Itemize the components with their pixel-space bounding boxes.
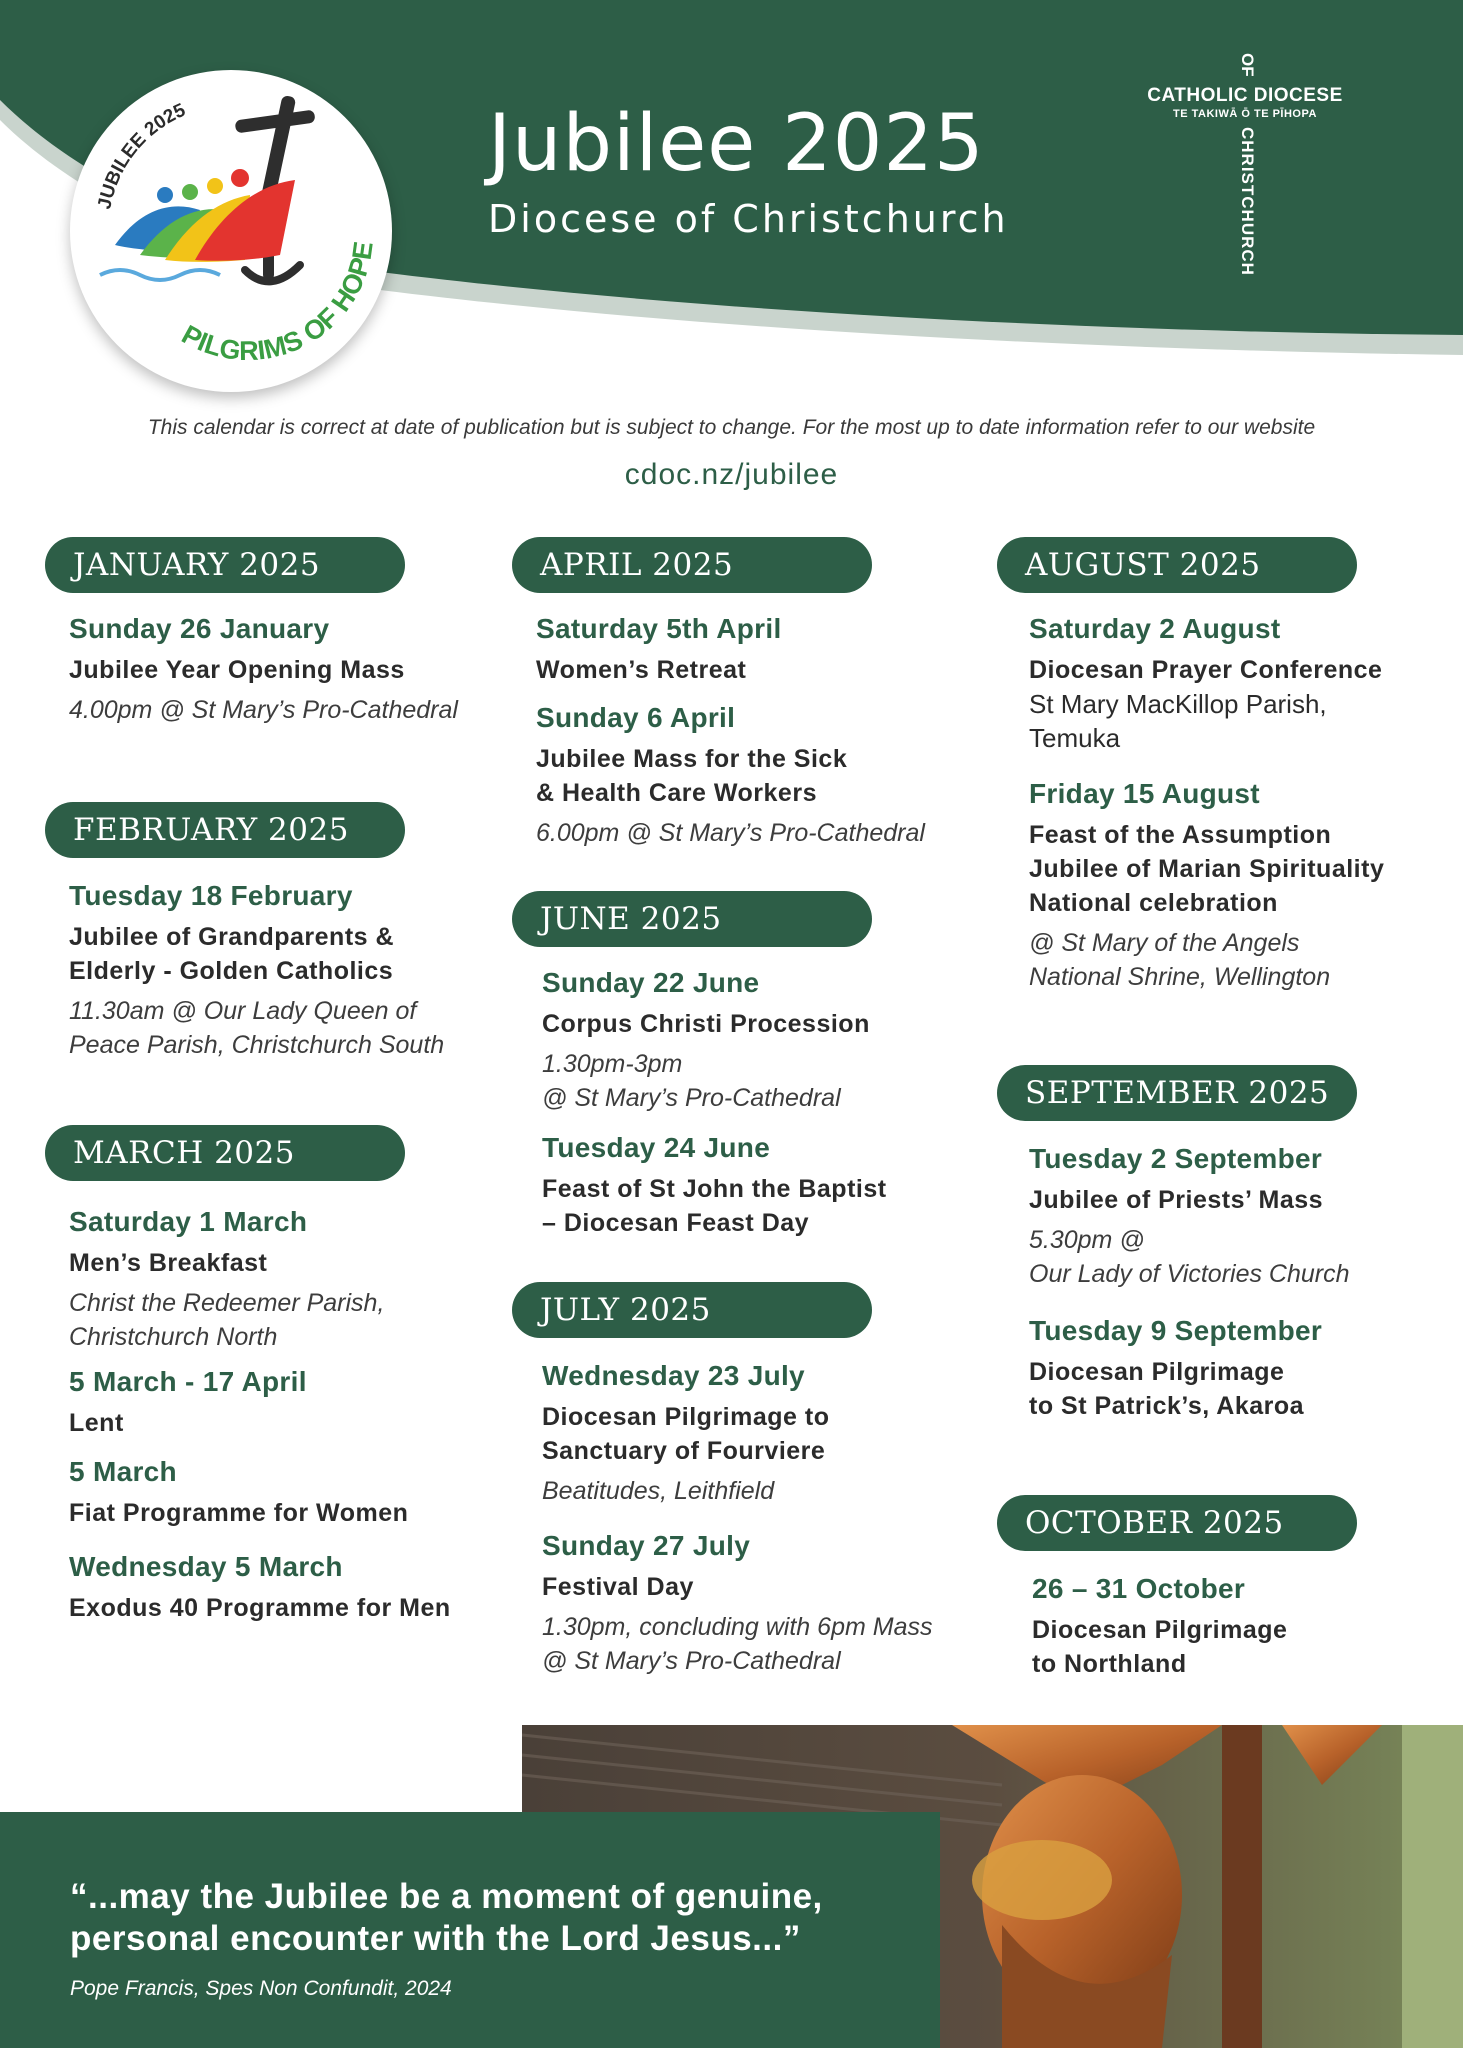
disclaimer: This calendar is correct at date of publication but is subject to change. For the most up to date information refer to our website: [147, 416, 1316, 439]
event-date: Sunday 26 January: [69, 613, 330, 644]
event-detail: 1.30pm, concluding with 6pm Mass @ St Mary’s Pro-Cathedral: [542, 1613, 933, 1675]
event-item: [542, 1529, 982, 1678]
quote-box: [0, 1812, 940, 2048]
event-title: Exodus 40 Programme for Men: [69, 1594, 451, 1622]
event-title: Women’s Retreat: [536, 656, 747, 684]
event-title: Diocesan Prayer Conference: [1029, 656, 1383, 684]
event-location: St Mary MacKillop Parish, Temuka: [1029, 689, 1327, 753]
event-item: [69, 1365, 509, 1440]
month-header-april: APRIL 2025: [512, 537, 872, 593]
event-item: [69, 1550, 509, 1625]
logo-top-text: JUBILEE 2025: [94, 99, 189, 212]
event-detail: 1.30pm-3pm @ St Mary’s Pro-Cathedral: [542, 1050, 841, 1112]
event-date: Sunday 22 June: [542, 967, 760, 998]
page-title: Jubilee 2025: [488, 99, 985, 189]
quote-citation: Pope Francis, Spes Non Confundit, 2024: [70, 1977, 452, 2000]
month-header-october: OCTOBER 2025: [997, 1495, 1357, 1551]
diocese-maori-name: TE TAKIWĀ Ō TE PĪHOPA: [1173, 108, 1317, 120]
event-item: [542, 1131, 982, 1240]
event-title: Festival Day: [542, 1573, 694, 1601]
event-item: [542, 1359, 982, 1508]
event-item: [542, 966, 982, 1115]
event-date: Tuesday 2 September: [1029, 1143, 1323, 1174]
event-date: Friday 15 August: [1029, 778, 1260, 809]
event-date: Saturday 1 March: [69, 1206, 308, 1237]
event-date: Tuesday 9 September: [1029, 1315, 1323, 1346]
event-date: 5 March: [69, 1456, 177, 1487]
month-header-february: FEBRUARY 2025: [45, 802, 405, 858]
event-detail: 11.30am @ Our Lady Queen of Peace Parish, Christchurch South: [69, 997, 445, 1059]
event-date: Wednesday 5 March: [69, 1551, 343, 1582]
event-detail: Christ the Redeemer Parish, Christchurch North: [69, 1289, 385, 1351]
month-header-july: JULY 2025: [512, 1282, 872, 1338]
event-date: Tuesday 24 June: [542, 1132, 771, 1163]
event-title: Jubilee Mass for the Sick & Health Care Workers: [536, 745, 848, 807]
event-item: [1029, 612, 1463, 755]
event-detail: @ St Mary of the Angels National Shrine, Wellington: [1029, 929, 1331, 991]
event-date: Saturday 5th April: [536, 613, 782, 644]
event-date: Sunday 6 April: [536, 702, 736, 733]
event-date: Saturday 2 August: [1029, 613, 1281, 644]
event-date: 26 – 31 October: [1032, 1573, 1246, 1604]
month-header-august: AUGUST 2025: [997, 537, 1357, 593]
event-detail: 6.00pm @ St Mary’s Pro-Cathedral: [536, 819, 925, 847]
event-date: Tuesday 18 February: [69, 880, 353, 911]
event-item: [69, 879, 509, 1062]
event-item: [69, 612, 509, 727]
event-title: Jubilee Year Opening Mass: [69, 656, 405, 684]
event-detail: 4.00pm @ St Mary’s Pro-Cathedral: [69, 696, 458, 724]
event-title: Fiat Programme for Women: [69, 1499, 409, 1527]
event-date: 5 March - 17 April: [69, 1366, 307, 1397]
month-header-june: JUNE 2025: [512, 891, 872, 947]
logo-bottom-text: PILGRIMS OF HOPE: [176, 239, 379, 367]
event-item: [1032, 1572, 1463, 1681]
title-block: [488, 99, 1009, 241]
event-title: Men’s Breakfast: [69, 1249, 268, 1277]
event-title: Feast of St John the Baptist – Diocesan Feast Day: [542, 1175, 887, 1237]
event-title: Diocesan Pilgrimage to Sanctuary of Fourviere: [542, 1403, 830, 1465]
diocese-logo: [1125, 45, 1365, 315]
month-header-march: MARCH 2025: [45, 1125, 405, 1181]
event-title: Diocesan Pilgrimage to Northland: [1032, 1616, 1288, 1678]
event-item: [536, 612, 976, 687]
event-detail: 5.30pm @ Our Lady of Victories Church: [1029, 1226, 1350, 1288]
event-item: [536, 701, 976, 850]
event-title: Jubilee of Grandparents & Elderly - Golden Catholics: [69, 923, 395, 985]
diocese-name: CATHOLIC DIOCESE: [1147, 85, 1343, 106]
month-header-january: JANUARY 2025: [45, 537, 405, 593]
event-item: [69, 1205, 509, 1354]
event-title: Lent: [69, 1409, 124, 1437]
month-header-september: SEPTEMBER 2025: [997, 1065, 1357, 1121]
website-link[interactable]: cdoc.nz/jubilee: [624, 458, 839, 491]
event-item: [1029, 1314, 1463, 1423]
event-date: Sunday 27 July: [542, 1530, 751, 1561]
event-title: Feast of the Assumption Jubilee of Marian Spirituality National celebration: [1029, 821, 1385, 917]
event-item: [69, 1455, 509, 1530]
event-item: [1029, 777, 1463, 994]
jubilee-logo: [70, 70, 392, 392]
event-title: Jubilee of Priests’ Mass: [1029, 1186, 1324, 1214]
event-title: Corpus Christi Procession: [542, 1010, 870, 1038]
event-date: Wednesday 23 July: [542, 1360, 805, 1391]
diocese-city-text: CHRISTCHURCH: [1238, 127, 1257, 276]
event-title: Diocesan Pilgrimage to St Patrick’s, Akaroa: [1029, 1358, 1305, 1420]
page-subtitle: Diocese of Christchurch: [488, 197, 1009, 241]
quote-text: “...may the Jubilee be a moment of genuine, personal encounter with the Lord Jesus...”: [70, 1877, 823, 1958]
event-item: [1029, 1142, 1463, 1291]
diocese-of-text: OF: [1238, 53, 1257, 77]
event-detail: Beatitudes, Leithfield: [542, 1477, 775, 1505]
